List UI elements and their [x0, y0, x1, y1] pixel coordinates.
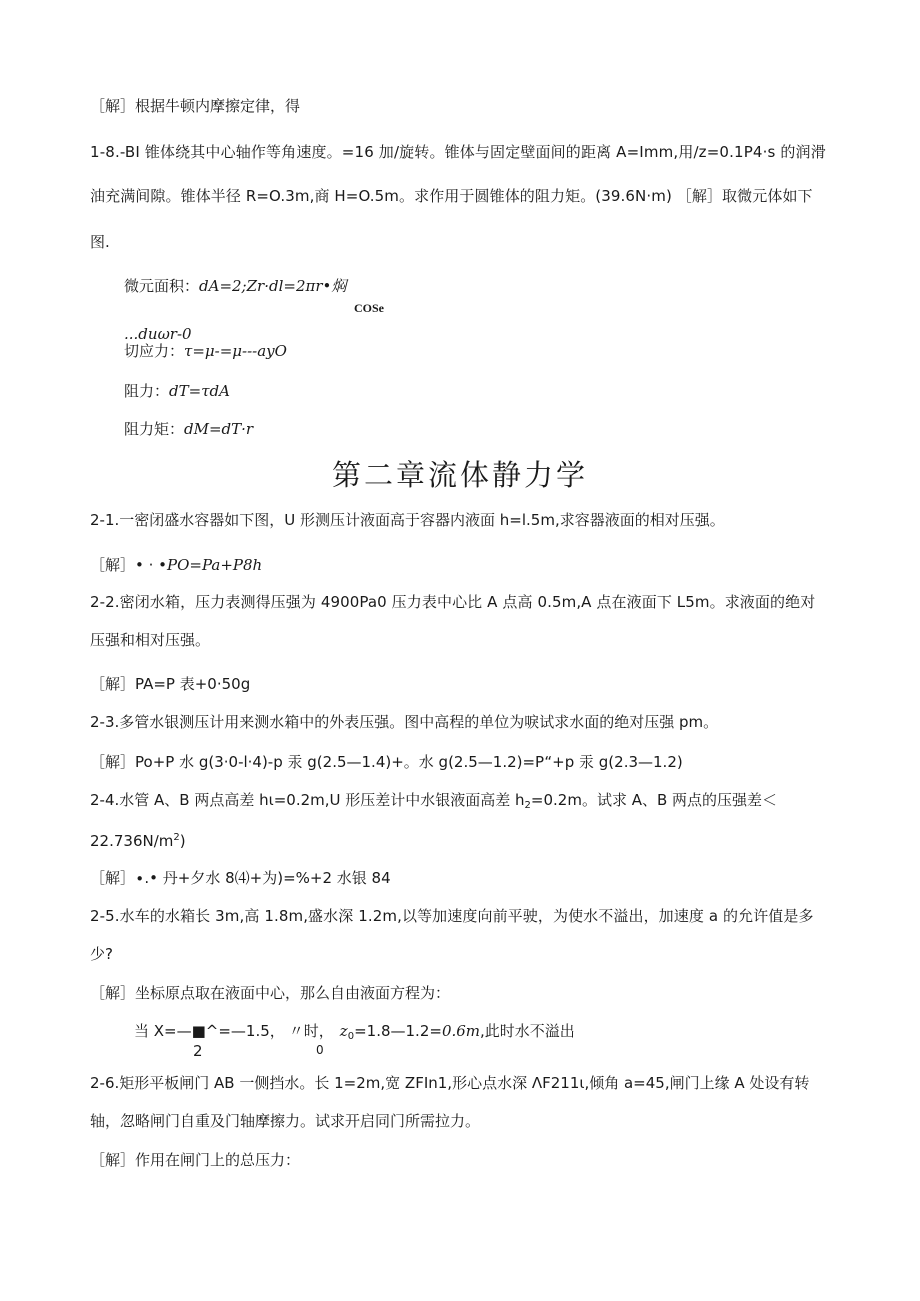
velocity-gradient: ...duωr-0 [124, 325, 192, 343]
shear-stress-line [124, 341, 287, 361]
solution-2-2: ［解］PA=P 表+0·50g [90, 675, 251, 693]
problem-2-5-line-1: 2-5.水车的水箱长 3m,高 1.8m,盛水深 1.2m,以等加速度向前平驶，为使水不溢出，加速度 a 的允许值是多 [90, 907, 814, 925]
resistance-formula: dT=τdA [169, 382, 230, 400]
solution-2-6: ［解］作用在闸门上的总压力： [90, 1151, 301, 1169]
solution-2-3: ［解］Po+P 水 g(3·0-l·4)-p 汞 g(2.5—1.4)+。水 g(2.5—1.2)=P“+p 汞 g(2.3—1.2) [90, 753, 683, 771]
condition-z: z [339, 1022, 348, 1040]
fraction-denominator: 2 [193, 1042, 203, 1060]
resistance-line [124, 381, 230, 401]
problem-2-4-text-a: 2-4.水管 A、B 两点高差 hι=0.2m,U 形压差计中水银液面高差 h [90, 791, 525, 809]
problem-2-4-close: ) [179, 832, 186, 850]
problem-1-8-line-2: 油充满间隙。锥体半径 R=O.3m,商 H=O.5m。求作用于圆锥体的阻力矩。(39.6N·m) ［解］取微元体如下 [90, 187, 813, 205]
solution-2-4: ［解］∙.• 丹+夕水 8⑷+为)=%+2 水银 84 [90, 869, 391, 887]
condition-z-subscript: 0 [347, 1031, 355, 1042]
problem-2-4-value: 22.736N∕m [90, 832, 174, 850]
cos-term: COSe [354, 301, 384, 315]
shear-stress-label: 切应力： [124, 342, 185, 360]
solution-2-1 [90, 555, 262, 575]
problem-2-2-line-2: 压强和相对压强。 [90, 631, 211, 649]
condition-when: 〃时， [288, 1022, 334, 1040]
problem-2-4-subscript: 2 [524, 800, 531, 811]
problem-2-4-line-2 [90, 828, 186, 851]
problem-2-4-line-1 [90, 790, 777, 816]
micro-area-formula: dA=2;Zr·dl=2πr•焖 [199, 277, 347, 295]
problem-1-8-line-3: 图. [90, 233, 110, 251]
solution-line: ［解］根据牛顿内摩擦定律，得 [90, 97, 301, 115]
problem-1-8-line-1: 1-8.-BI 锥体绕其中心轴作等角速度。=16 加/旋转。锥体与固定壁面间的距离 A=Imm,用∕z=0.1P4·s 的润滑 [90, 143, 826, 161]
condition-result: 0.6m [441, 1022, 481, 1040]
shear-stress-formula: τ=μ-=μ---ayO [184, 342, 287, 360]
moment-label: 阻力矩： [124, 420, 185, 438]
condition-conclusion: ,此时水不溢出 [480, 1022, 575, 1040]
problem-2-6-line-2: 轴，忽略闸门自重及门轴摩擦力。试求开启同门所需拉力。 [90, 1112, 481, 1130]
solution-2-1-label: ［解］• · • [90, 556, 167, 574]
moment-line [124, 419, 253, 439]
condition-x: 当 X=—■^=—1.5， [134, 1022, 285, 1040]
problem-2-4-text-b: =0.2m。试求 A、B 两点的压强差＜ [530, 791, 778, 809]
resistance-label: 阻力： [124, 382, 170, 400]
z-subscript-under: 0 [316, 1043, 324, 1057]
problem-2-4-superscript: 2 [173, 832, 180, 843]
solution-2-5: ［解］坐标原点取在液面中心，那么自由液面方程为： [90, 984, 451, 1002]
problem-2-5-line-2: 少? [90, 945, 113, 963]
problem-2-1: 2-1.一密闭盛水容器如下图，U 形测压计液面高于容器内液面 h=l.5m,求容器液面的相对压强。 [90, 511, 725, 529]
moment-formula: dM=dT·r [184, 420, 254, 438]
problem-2-6-line-1: 2-6.矩形平板闸门 AB 一侧挡水。长 1=2m,宽 ZFIn1,形心点水深 ΛF211ι,倾角 a=45,闸门上缘 A 处设有转 [90, 1074, 810, 1092]
micro-area-label: 微元面积： [124, 277, 200, 295]
problem-2-3: 2-3.多管水银测压计用来测水箱中的外表压强。图中高程的单位为唳试求水面的绝对压强 pm。 [90, 713, 719, 731]
solution-2-1-formula: PO=Pa+P8h [167, 556, 263, 574]
problem-2-2-line-1: 2-2.密闭水箱，压力表测得压强为 4900Pa0 压力表中心比 A 点高 0.5m,A 点在液面下 L5m。求液面的绝对 [90, 593, 816, 611]
chapter-heading: 第二章流体静力学 [331, 458, 588, 492]
micro-area-line [124, 276, 346, 296]
condition-value: =1.8—1.2= [354, 1022, 442, 1040]
